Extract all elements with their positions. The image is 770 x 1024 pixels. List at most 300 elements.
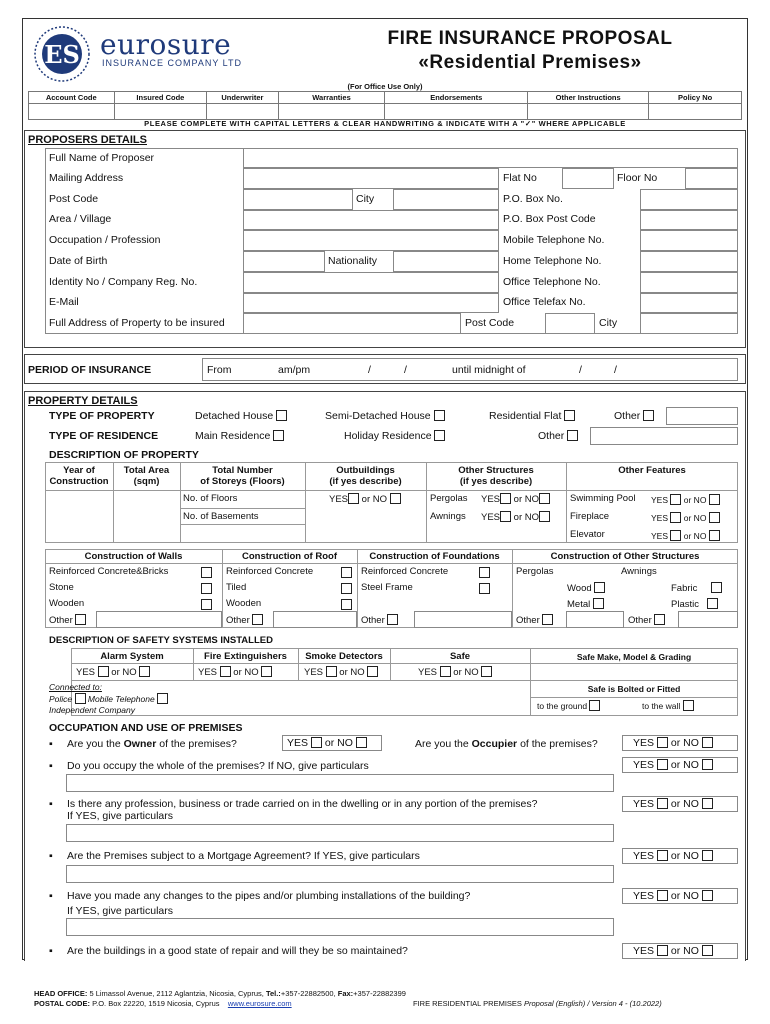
yes-checkbox[interactable]: [657, 759, 668, 770]
stone-label: Stone: [49, 582, 74, 593]
yes-label: YES: [651, 531, 669, 541]
yes-label: YES: [651, 513, 669, 523]
q5-particulars-input[interactable]: [66, 918, 614, 936]
holiday-label: Holiday Residence: [344, 430, 432, 442]
col-warranties: Warranties: [278, 92, 385, 104]
no-label: or NO: [670, 759, 699, 771]
col-other-instructions: Other Instructions: [528, 92, 649, 104]
tel-label: Tel.:: [265, 989, 281, 998]
metal-label: Metal: [567, 599, 591, 610]
cos-other1-text: Other: [516, 615, 540, 626]
pool-yes-no[interactable]: [651, 494, 720, 505]
safe-header: Safe: [449, 651, 471, 662]
ground-checkbox[interactable]: [589, 700, 600, 711]
q5-question: Have you made any changes to the pipes and/or plumbing installations of the building?: [67, 890, 471, 902]
outbuildings-yes-no[interactable]: [329, 493, 401, 505]
found-other-text: Other: [361, 615, 385, 626]
no-checkbox[interactable]: [481, 666, 492, 677]
q1-bold: Owner: [123, 738, 157, 750]
plastic-label: Plastic: [671, 599, 699, 610]
found-other-input[interactable]: [414, 611, 512, 628]
office-cell[interactable]: [528, 104, 649, 120]
residence-other-input[interactable]: [590, 427, 738, 445]
yes-label: YES: [633, 737, 655, 749]
flat-option[interactable]: [489, 410, 575, 422]
detached-label: Detached House: [195, 410, 274, 422]
cos-other2-input[interactable]: [678, 611, 738, 628]
yes-label: YES: [76, 667, 96, 678]
q2-yes-no[interactable]: [633, 759, 713, 771]
proposers-heading: PROPOSERS DETAILS: [28, 134, 147, 146]
no-checkbox[interactable]: [702, 737, 713, 748]
no-label: or NO: [324, 737, 353, 749]
holiday-checkbox[interactable]: [434, 430, 445, 441]
other-structures-header: [426, 465, 566, 487]
floor-no-label: Floor No: [617, 172, 658, 184]
q5-bullet: ▪: [49, 890, 53, 902]
doc-meta: Proposal (English) / Version 4 - (10.2022): [524, 999, 662, 1008]
q1b-post: of the premises?: [517, 738, 598, 750]
tiled-checkbox[interactable]: [341, 583, 352, 594]
po-box-label: P.O. Box No.: [503, 193, 563, 205]
yes-checkbox[interactable]: [657, 945, 668, 956]
stone-checkbox[interactable]: [201, 583, 212, 594]
bolted-header: Safe is Bolted or Fitted: [587, 684, 681, 694]
safety-heading: DESCRIPTION OF SAFETY SYSTEMS INSTALLED: [49, 635, 273, 646]
occupation-label: Occupation / Profession: [49, 234, 161, 246]
basements-label: No. of Basements: [183, 511, 259, 522]
storeys-header-1: Total Number: [212, 465, 273, 476]
eurosure-logo: [32, 24, 92, 84]
no-label: or NO: [339, 667, 365, 678]
roof-other-text: Other: [226, 615, 250, 626]
property-address-label: Full Address of Property to be insured: [49, 317, 225, 329]
no-label: or NO: [361, 494, 387, 505]
steel-checkbox[interactable]: [479, 583, 490, 594]
connected-label: Connected to:: [49, 682, 102, 692]
city-label: City: [356, 193, 375, 205]
fireplace-yes-no[interactable]: [651, 512, 720, 523]
yes-label: YES: [198, 667, 218, 678]
q1-owner-question: [67, 738, 237, 750]
tel-value: +357-22882500,: [280, 989, 336, 998]
yes-checkbox[interactable]: [670, 530, 681, 541]
no-checkbox[interactable]: [702, 798, 713, 809]
grid-line: [180, 508, 305, 509]
office-cell[interactable]: [278, 104, 385, 120]
yes-checkbox[interactable]: [670, 494, 681, 505]
cos-pergolas-label: Pergolas: [516, 566, 554, 577]
no-checkbox[interactable]: [356, 737, 367, 748]
postal-label: POSTAL CODE:: [34, 999, 90, 1008]
roof-other-checkbox[interactable]: [252, 614, 263, 625]
office-use-caption: (For Office Use Only): [347, 82, 423, 91]
yes-checkbox[interactable]: [500, 493, 511, 504]
q2-bullet: ▪: [49, 760, 53, 772]
office-cell[interactable]: [114, 104, 207, 120]
yes-checkbox[interactable]: [326, 666, 337, 677]
fax-label: Fax:: [337, 989, 354, 998]
type-residence-label: TYPE OF RESIDENCE: [49, 430, 159, 442]
semi-option[interactable]: [325, 410, 445, 422]
office-cell[interactable]: [385, 104, 528, 120]
property-heading: PROPERTY DETAILS: [28, 395, 138, 407]
no-label: or NO: [670, 890, 699, 902]
yes-checkbox[interactable]: [657, 890, 668, 901]
walls-other-label[interactable]: [49, 614, 86, 626]
post-code-label: Post Code: [49, 193, 99, 205]
proposers-grid: [45, 148, 738, 334]
nationality-label: Nationality: [328, 255, 378, 267]
safe-yes-no[interactable]: [418, 666, 492, 678]
no-label: or NO: [233, 667, 259, 678]
grid-line: [45, 490, 738, 491]
grid-line: [71, 663, 738, 664]
no-label: or NO: [670, 850, 699, 862]
pergolas-yes-no[interactable]: [481, 493, 550, 505]
q4-particulars-input[interactable]: [66, 865, 614, 883]
q1-occupier-yes-no[interactable]: [633, 737, 713, 749]
wood-option[interactable]: [567, 582, 605, 594]
head-office-label: HEAD OFFICE:: [34, 989, 88, 998]
detached-checkbox[interactable]: [276, 410, 287, 421]
q3-question: Is there any profession, business or trade carried on in the dwelling or in any portion of the premises?: [67, 798, 538, 810]
residence-other-checkbox[interactable]: [567, 430, 578, 441]
main-residence-checkbox[interactable]: [273, 430, 284, 441]
walls-header: Construction of Walls: [84, 551, 183, 562]
type-property-label: TYPE OF PROPERTY: [49, 410, 155, 422]
grid-line: [530, 697, 738, 698]
found-other-label[interactable]: [361, 614, 398, 626]
steel-label: Steel Frame: [361, 582, 413, 593]
q1-post: of the premises?: [156, 738, 237, 750]
fabric-checkbox[interactable]: [711, 582, 722, 593]
property-city-label: City: [599, 317, 618, 329]
wall-checkbox[interactable]: [683, 700, 694, 711]
footer-doc-info: [413, 999, 662, 1008]
no-label: or NO: [670, 945, 699, 957]
telefax-label: Office Telefax No.: [503, 296, 586, 308]
cos-other2-checkbox[interactable]: [654, 614, 665, 625]
features-header: Other Features: [618, 465, 686, 476]
yes-label: YES: [633, 759, 655, 771]
cos-other2-option[interactable]: [628, 614, 665, 626]
q1-pre: Are you the: [67, 738, 124, 750]
no-label: or NO: [453, 667, 479, 678]
roof-other-label[interactable]: [226, 614, 263, 626]
ground-option[interactable]: [537, 700, 600, 711]
yes-checkbox[interactable]: [657, 798, 668, 809]
area-header-2: (sqm): [133, 476, 160, 487]
flat-checkbox[interactable]: [564, 410, 575, 421]
no-checkbox[interactable]: [709, 512, 720, 523]
period-from-label: From: [207, 364, 232, 376]
q1-bullet: ▪: [49, 738, 53, 750]
q5-followup: If YES, give particulars: [67, 905, 174, 917]
no-label: or NO: [513, 512, 539, 523]
main-residence-option[interactable]: [195, 430, 284, 442]
rcb-label: Reinforced Concrete&Bricks: [49, 566, 169, 577]
roof-wooden-label: Wooden: [226, 598, 262, 609]
ground-label: to the ground: [537, 701, 588, 711]
q4-yes-no[interactable]: [633, 850, 713, 862]
q3-bullet: ▪: [49, 798, 53, 810]
area-label: Area / Village: [49, 213, 112, 225]
fireplace-label: Fireplace: [570, 511, 610, 522]
awnings-label: Awnings: [430, 511, 466, 522]
alarm-header: Alarm System: [100, 651, 164, 662]
head-office-text: 5 Limassol Avenue, 2112 Aglantzia, Nicosia, Cyprus,: [89, 989, 264, 998]
q2-question: Do you occupy the whole of the premises? If NO, give particulars: [67, 760, 369, 772]
yes-checkbox[interactable]: [500, 511, 511, 522]
roof-rc-checkbox[interactable]: [341, 567, 352, 578]
roof-wooden-checkbox[interactable]: [341, 599, 352, 610]
metal-option[interactable]: [567, 598, 604, 610]
no-checkbox[interactable]: [702, 890, 713, 901]
other-structures-construction-header: Construction of Other Structures: [550, 551, 700, 562]
period-ampm-label: am/pm: [278, 364, 311, 376]
independent-company-label: Independent Company: [49, 705, 136, 715]
fabric-option[interactable]: [671, 582, 722, 594]
walls-other-input[interactable]: [96, 611, 222, 628]
q3-followup: If YES, give particulars: [67, 810, 174, 822]
yes-label: YES: [633, 850, 655, 862]
cos-other2-text: Other: [628, 615, 652, 626]
no-label: or NO: [683, 531, 707, 541]
q5-yes-no[interactable]: [633, 890, 713, 902]
no-checkbox[interactable]: [261, 666, 272, 677]
yes-checkbox[interactable]: [348, 493, 359, 504]
pool-label: Swimming Pool: [570, 493, 636, 504]
alarm-yes-no[interactable]: [76, 666, 150, 678]
q3-particulars-input[interactable]: [66, 824, 614, 842]
no-checkbox[interactable]: [139, 666, 150, 677]
no-checkbox[interactable]: [367, 666, 378, 677]
footer-postal: [34, 999, 292, 1008]
no-label: or NO: [670, 737, 699, 749]
residence-other-option[interactable]: [538, 430, 578, 442]
found-other-checkbox[interactable]: [387, 614, 398, 625]
no-checkbox[interactable]: [702, 759, 713, 770]
metal-checkbox[interactable]: [593, 598, 604, 609]
q4-bullet: ▪: [49, 850, 53, 862]
yes-label: YES: [287, 737, 309, 749]
brand-name: eurosure: [100, 28, 232, 61]
pergolas-label: Pergolas: [430, 493, 468, 504]
office-cell[interactable]: [29, 104, 115, 120]
yes-label: YES: [304, 667, 324, 678]
other-structures-header-2: (if yes describe): [459, 476, 533, 487]
yes-label: YES: [633, 945, 655, 957]
wall-option[interactable]: [642, 700, 694, 711]
fabric-label: Fabric: [671, 583, 698, 594]
footer-head-office: [34, 989, 406, 998]
found-rc-label: Reinforced Concrete: [361, 566, 449, 577]
extinguishers-header: Fire Extinguishers: [204, 651, 287, 662]
semi-label: Semi-Detached House: [325, 410, 431, 422]
property-other-label: Other: [614, 410, 641, 422]
no-checkbox[interactable]: [709, 494, 720, 505]
connected-options[interactable]: [49, 693, 168, 704]
detached-option[interactable]: [195, 410, 287, 422]
no-checkbox[interactable]: [390, 493, 401, 504]
mailing-address-label: Mailing Address: [49, 172, 124, 184]
period-slash-2: /: [404, 364, 407, 376]
elevator-label: Elevator: [570, 529, 605, 540]
year-header-1: Year of: [63, 465, 95, 476]
property-other-input[interactable]: [666, 407, 738, 425]
mobile-label: Mobile Telephone No.: [503, 234, 605, 246]
property-other-checkbox[interactable]: [643, 410, 654, 421]
awnings-yes-no[interactable]: [481, 511, 550, 523]
q3-yes-no[interactable]: [633, 798, 713, 810]
storeys-header-2: of Storeys (Floors): [200, 476, 285, 487]
office-tel-label: Office Telephone No.: [503, 276, 601, 288]
yes-label: YES: [481, 494, 501, 505]
no-checkbox[interactable]: [702, 945, 713, 956]
form-subtitle: «Residential Premises»: [418, 52, 642, 73]
walls-other-checkbox[interactable]: [75, 614, 86, 625]
home-tel-label: Home Telephone No.: [503, 255, 602, 267]
safe-make-header: Safe Make, Model & Grading: [576, 652, 692, 662]
wood-checkbox[interactable]: [594, 582, 605, 593]
smoke-yes-no[interactable]: [304, 666, 378, 678]
police-checkbox[interactable]: [75, 693, 86, 704]
semi-checkbox[interactable]: [434, 410, 445, 421]
occupation-heading: OCCUPATION AND USE OF PREMISES: [49, 722, 243, 734]
q4-question: Are the Premises subject to a Mortgage Agreement? If YES, give particulars: [67, 850, 420, 862]
roof-rc-label: Reinforced Concrete: [226, 566, 314, 577]
description-heading: DESCRIPTION OF PROPERTY: [49, 449, 199, 461]
yes-label: YES: [633, 798, 655, 810]
identity-label: Identity No / Company Reg. No.: [49, 276, 198, 288]
fax-value: +357-22882399: [353, 989, 406, 998]
q1b-pre: Are you the: [415, 738, 472, 750]
yes-label: YES: [651, 495, 669, 505]
po-box-post-code-label: P.O. Box Post Code: [503, 213, 596, 225]
no-checkbox[interactable]: [702, 850, 713, 861]
outbuildings-header: [305, 465, 426, 487]
rcb-checkbox[interactable]: [201, 567, 212, 578]
holiday-option[interactable]: [344, 430, 445, 442]
mobile-telephone-checkbox[interactable]: [157, 693, 168, 704]
q1b-bold: Occupier: [471, 738, 518, 750]
yes-checkbox[interactable]: [311, 737, 322, 748]
period-until-label: until midnight of: [452, 364, 526, 376]
outbuildings-header-2: (if yes describe): [329, 476, 402, 487]
office-cell[interactable]: [649, 104, 742, 120]
q6-yes-no[interactable]: [633, 945, 713, 957]
roof-header: Construction of Roof: [242, 551, 337, 562]
cos-other1-option[interactable]: [516, 614, 553, 626]
q6-question: Are the buildings in a good state of repair and will they be so maintained?: [67, 945, 408, 957]
yes-label: YES: [481, 512, 501, 523]
roof-other-input[interactable]: [273, 611, 357, 628]
no-label: or NO: [111, 667, 137, 678]
no-checkbox[interactable]: [539, 493, 550, 504]
no-label: or NO: [683, 513, 707, 523]
police-label: Police: [49, 694, 73, 704]
plastic-checkbox[interactable]: [707, 598, 718, 609]
no-checkbox[interactable]: [709, 530, 720, 541]
email-label: E-Mail: [49, 296, 79, 308]
col-policy-no: Policy No: [649, 92, 742, 104]
full-name-label: Full Name of Proposer: [49, 152, 155, 164]
walls-wooden-label: Wooden: [49, 598, 85, 609]
tiled-label: Tiled: [226, 582, 247, 593]
flat-label: Residential Flat: [489, 410, 562, 422]
q1-occupier-question: [415, 738, 598, 750]
office-use-table: [28, 82, 742, 116]
yes-label: YES: [633, 890, 655, 902]
yes-checkbox[interactable]: [657, 850, 668, 861]
mobile-telephone-label: Mobile Telephone: [87, 694, 155, 704]
foundations-header: Construction of Foundations: [369, 551, 500, 562]
website-link[interactable]: www.eurosure.com: [227, 999, 292, 1008]
yes-checkbox[interactable]: [657, 737, 668, 748]
dob-label: Date of Birth: [49, 255, 108, 267]
walls-wooden-checkbox[interactable]: [201, 599, 212, 610]
wall-label: to the wall: [642, 701, 681, 711]
yes-label: YES: [329, 494, 349, 505]
yes-label: YES: [418, 667, 438, 678]
flat-no-label: Flat No: [503, 172, 537, 184]
period-slash-4: /: [614, 364, 617, 376]
col-insured-code: Insured Code: [114, 92, 207, 104]
area-header-1: Total Area: [123, 465, 170, 476]
extinguishers-yes-no[interactable]: [198, 666, 272, 678]
col-endorsements: Endorsements: [385, 92, 528, 104]
col-account-code: Account Code: [29, 92, 115, 104]
doc-label: FIRE RESIDENTIAL PREMISES: [413, 999, 522, 1008]
smoke-header: Smoke Detectors: [305, 651, 383, 662]
other-structures-header-1: Other Structures: [458, 465, 534, 476]
yes-checkbox[interactable]: [440, 666, 451, 677]
main-residence-label: Main Residence: [195, 430, 271, 442]
office-cell[interactable]: [207, 104, 278, 120]
svg-text:ES: ES: [44, 40, 80, 69]
yes-checkbox[interactable]: [670, 512, 681, 523]
no-label: or NO: [683, 495, 707, 505]
year-header-2: Construction: [49, 476, 109, 487]
instruction-text: PLEASE COMPLETE WITH CAPITAL LETTERS & CLEAR HANDWRITING & INDICATE WITH A "✓" WHERE APPLICABLE: [144, 119, 626, 128]
elevator-yes-no[interactable]: [651, 530, 720, 541]
no-label: or NO: [513, 494, 539, 505]
found-rc-checkbox[interactable]: [479, 567, 490, 578]
plastic-option[interactable]: [671, 598, 718, 610]
property-post-code-label: Post Code: [465, 317, 515, 329]
q2-particulars-input[interactable]: [66, 774, 614, 792]
no-checkbox[interactable]: [539, 511, 550, 522]
floors-label: No. of Floors: [183, 493, 238, 504]
outbuildings-header-1: Outbuildings: [336, 465, 395, 476]
area-header: [113, 465, 180, 487]
cos-awnings-label: Awnings: [621, 566, 657, 577]
postal-text: P.O. Box 22220, 1519 Nicosia, Cyprus: [92, 999, 220, 1008]
property-other-option[interactable]: [614, 410, 654, 422]
residence-other-label: Other: [538, 430, 565, 442]
period-slash-1: /: [368, 364, 371, 376]
yes-checkbox[interactable]: [98, 666, 109, 677]
grid-line: [180, 524, 305, 525]
col-underwriter: Underwriter: [207, 92, 278, 104]
q1-owner-yes-no[interactable]: [287, 737, 367, 749]
no-label: or NO: [670, 798, 699, 810]
yes-checkbox[interactable]: [220, 666, 231, 677]
cos-other1-checkbox[interactable]: [542, 614, 553, 625]
year-header: [45, 465, 113, 487]
cos-other1-input[interactable]: [566, 611, 624, 628]
